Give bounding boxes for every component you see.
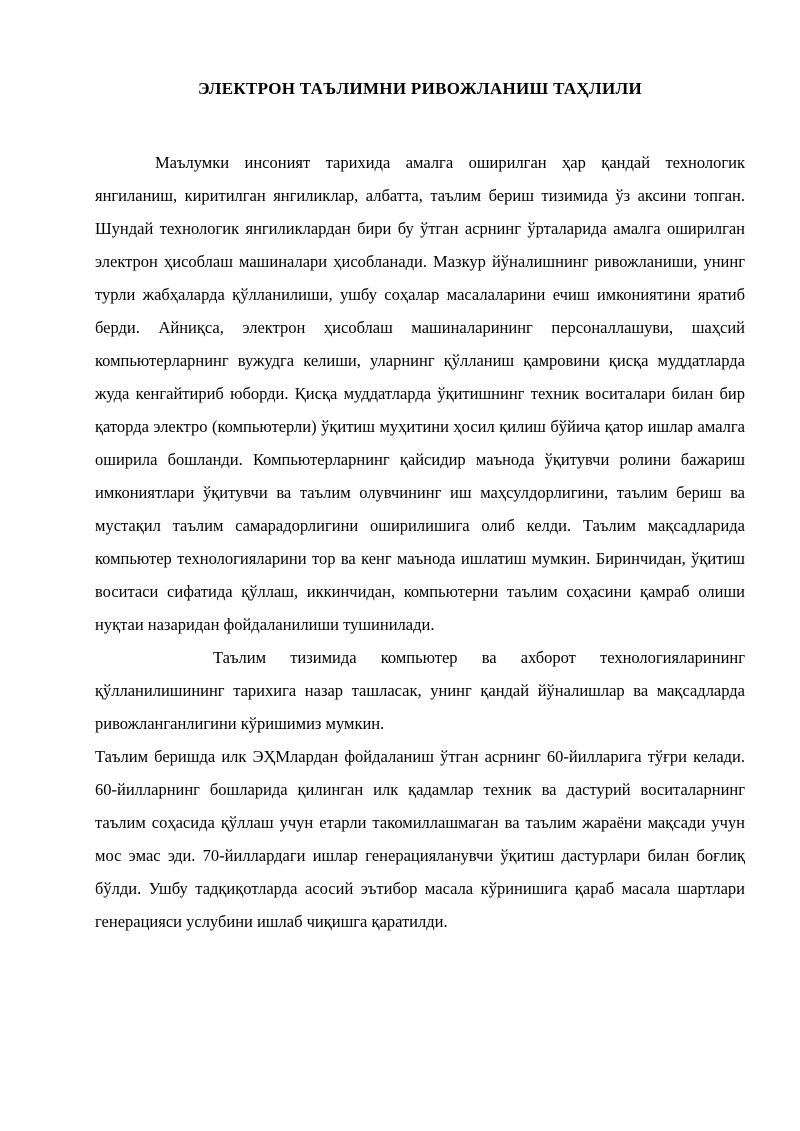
paragraph-intro: Маълумки инсоният тарихида амалга оширилган ҳар қандай технологик янгиланиш, киритилган янгиликлар, албатта, таълим бериш тизимида ўз аксини топган. Шундай технологик янгиликлардан бири бу ўтган асрнинг ўрталарида амалга оширилган электрон ҳисоблаш машиналари ҳисобланади. Мазкур йўналишнинг ривожланиши, унинг турли жабҳаларда қўлланилиши, ушбу соҳалар масалаларини ечиш имкониятини яратиб берди. Айниқса, электрон ҳисоблаш машиналарининг персоналлашуви, шаҳсий компьютерларнинг вужудга келиши, уларнинг қўлланиш қамровини қисқа муддатларда жуда кенгайтириб юборди. Қисқа муддатларда ўқитишнинг техник воситалари билан бир қаторда электро (компьютерли) ўқитиш муҳитини ҳосил қилиш бўйича қатор ишлар амалга оширила бошланди. Компьютерларнинг қайсидир маънода ўқитувчи ролини бажариш имкониятлари ўқитувчи ва таълим олувчининг иш маҳсулдорлигини, таълим бериш ва мустақил таълим самарадорлигини оширилишига олиб келди. Таълим мақсадларида компьютер технологияларини тор ва кенг маънода ишлатиш мумкин. Биринчидан, ўқитиш воситаси сифатида қўллаш, иккинчидан, компьютерни таълим соҳасини қамраб олиши нуқтаи назаридан фойдаланилиши тушинилади. [95, 153, 745, 634]
document-title: ЭЛЕКТРОН ТАЪЛИМНИ РИВОЖЛАНИШ ТАҲЛИЛИ [197, 79, 642, 98]
paragraph-early-computers: Таълим беришда илк ЭҲМлардан фойдаланиш ўтган асрнинг 60-йилларига тўғри келади. 60-йилларнинг бошларида қилинган илк қадамлар техник ва дастурий воситаларнинг таълим соҳасида қўллаш учун етарли такомиллашмаган ва таълим жараёни мақсади учун мос эмас эди. 70-йиллардаги ишлар генерацияланувчи ўқитиш дастурлари билан боғлиқ бўлди. Ушбу тадқиқотларда асосий эътибор масала кўринишига қараб масала шартлари генерацияси услубини ишлаб чиқишга қаратилди. [95, 747, 745, 931]
paragraph-history-overview: Таълим тизимида компьютер ва ахборот технологияларининг қўлланилишининг тарихига назар ташласак, унинг қандай йўналишлар ва мақсадларда ривожланганлигини кўришимиз мумкин. [95, 648, 745, 733]
document-body [95, 146, 745, 938]
